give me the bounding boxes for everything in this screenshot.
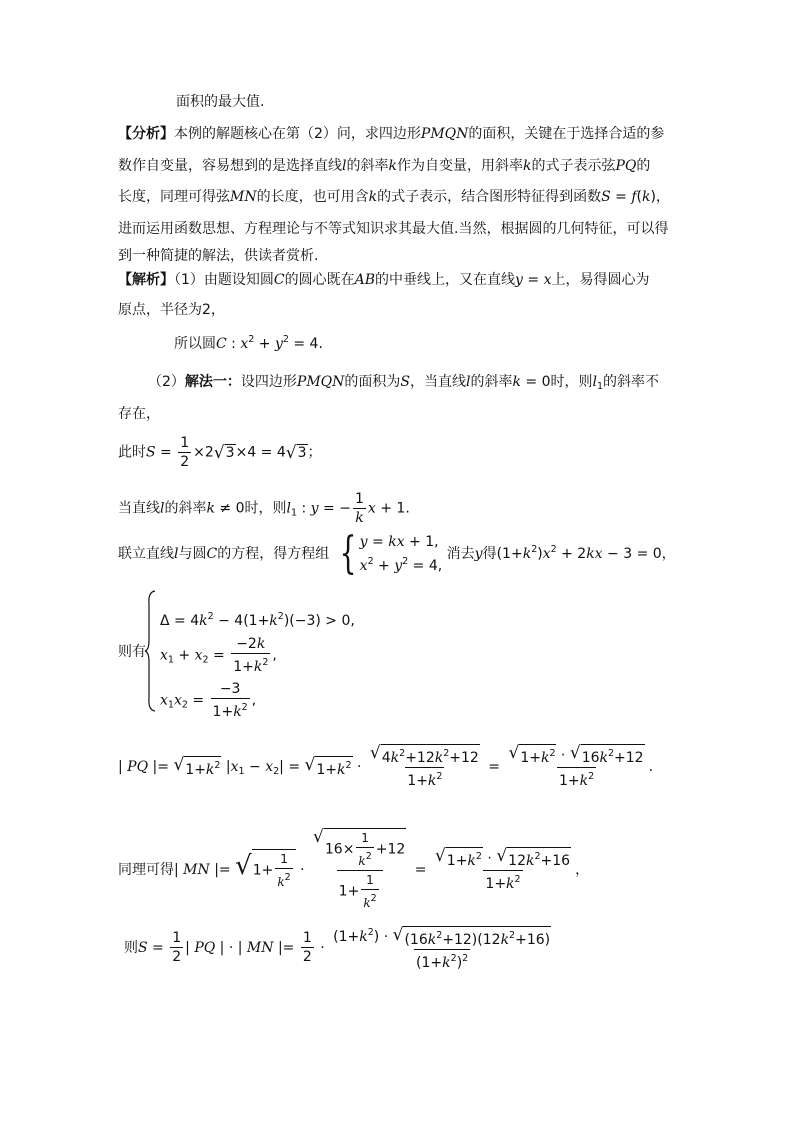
text: 此时 bbox=[118, 444, 146, 461]
text: 数作自变量，容易想到的是选择直线 bbox=[118, 158, 342, 174]
text: 时，则 bbox=[244, 500, 287, 517]
text: 则有 bbox=[118, 644, 146, 660]
system-row-2: $x_1 + x_2$ = $\frac{-2k}{1+k^2}$ , bbox=[160, 636, 277, 675]
text: 的式子表示，结合图形特征得到函数 bbox=[377, 189, 602, 205]
text: 消去 bbox=[446, 546, 475, 562]
solution-tag: 【解析】 bbox=[118, 272, 174, 288]
solution-line-1: 【解析】（1）由题设知圆C的圆心既在AB的中垂线上，又在直线y = x上，易得圆心为 bbox=[118, 272, 650, 288]
s-formula: 则S = $\frac{1}{2}$ | PQ | · | MN |= $\frac{1}{2}$ · $(1+k^2)$ · √ $(16k^2+12)(12k^2+16)$ $(1+k^2)^2$ bbox=[124, 924, 551, 971]
text: 则 bbox=[124, 939, 138, 956]
text: 的斜率不 bbox=[603, 374, 660, 390]
text: 面积的最大值. bbox=[176, 94, 265, 110]
text: （1）由题设知圆 bbox=[174, 272, 274, 288]
text: 的面积为 bbox=[344, 374, 401, 390]
text: 上，易得圆心为 bbox=[551, 272, 650, 288]
text: 当直线 bbox=[118, 500, 160, 517]
mn-formula: 同理可得| MN |= √ 1+ $\frac{1}{k^2}$ · √ 16× $\frac{1}{k^2}$ +12 1+ $\frac{1}{k^2}$ = √ $1+k^2$ · √ $12k^2+16$ $1+k^2$ ， bbox=[118, 827, 590, 910]
analysis-line-2: 数作自变量，容易想到的是选择直线l的斜率k作为自变量，用斜率k的式子表示弦PQ的 bbox=[118, 158, 651, 174]
text: 到一种简捷的解法，供读者赏析. bbox=[118, 248, 319, 264]
part2-line-4: 当直线l的斜率k ≠ 0时，则$l_1$ : y = − $\frac{1}{k}$ x + 1. bbox=[118, 491, 410, 526]
text: 同理可得 bbox=[118, 862, 174, 878]
analysis-line-1: 【分析】本例的解题核心在第（2）问，求四边形PMQN的面积，关键在于选择合适的参 bbox=[118, 126, 665, 142]
text: 进而运用函数思想、方程理论与不等式知识求其最大值.当然，根据圆的几何特征，可以得 bbox=[118, 221, 669, 237]
text: 本例的解题核心在第（2）问，求四边形 bbox=[174, 126, 421, 142]
text: 的 bbox=[636, 158, 651, 174]
part2-line-6 bbox=[118, 642, 146, 662]
text: 的斜率 bbox=[470, 374, 513, 390]
text: 的式子表示弦 bbox=[531, 158, 616, 174]
text: 设四边形 bbox=[240, 374, 297, 390]
text: 所以圆 bbox=[174, 336, 216, 352]
text: 作为自变量，用斜率 bbox=[396, 158, 523, 174]
text: 时，则 bbox=[550, 374, 593, 390]
text: （2） bbox=[148, 374, 185, 390]
method-label: 解法一： bbox=[184, 374, 241, 390]
text: 长度，同理可得弦 bbox=[118, 189, 230, 205]
solution-line-3: 所以圆C : $x^2 + y^2 = 4$. bbox=[174, 334, 323, 352]
part2-line-3: 此时S = $\frac{1}{2}$ ×2 √ 3 ×4 = 4 √ 3 ； bbox=[118, 435, 322, 470]
text: ，当直线 bbox=[410, 374, 466, 390]
part2-line-1: （2）解法一：设四边形PMQN的面积为S，当直线l的斜率k = 0时，则$l_1$的斜率不 bbox=[148, 374, 660, 392]
analysis-line-4 bbox=[118, 219, 668, 239]
part2-line-5: 联立直线l与圆C的方程，得方程组 { y = kx + 1, $x^2 + y^2 = 4$, 消去y得$(1+k^2)x^2 + 2kx - 3 = 0$， bbox=[118, 528, 676, 579]
analysis-line-3: 长度，同理可得弦MN的长度，也可用含k的式子表示，结合图形特征得到函数S = f(k)， bbox=[118, 189, 670, 205]
text: 联立直线 bbox=[118, 546, 174, 562]
text: 存在， bbox=[118, 406, 160, 422]
text: 的圆心既在 bbox=[284, 272, 355, 288]
analysis-line-5 bbox=[118, 246, 318, 266]
text: 与圆 bbox=[178, 546, 207, 562]
text: 的中垂线上，又在直线 bbox=[375, 272, 516, 288]
text: 的面积，关键在于选择合适的参 bbox=[468, 126, 665, 142]
text: 得 bbox=[482, 546, 497, 562]
text-line-1 bbox=[176, 92, 264, 112]
analysis-tag: 【分析】 bbox=[118, 126, 174, 142]
text: 的斜率 bbox=[164, 500, 207, 517]
system-row-1: $\Delta = 4k^2 - 4(1+k^2)(-3) > 0$, bbox=[160, 611, 355, 629]
text: 原点，半径为 bbox=[118, 302, 202, 318]
part2-line-2 bbox=[118, 404, 160, 424]
pq-formula: | PQ |= √ $1+k^2$ $|x_1 - x_2|$ = √ $1+k^2$ · √ $4k^2+12k^2+12$ $1+k^2$ = √ $1+k^2$ · √ $16k^2+12$ $1+k^2$ . bbox=[118, 743, 654, 789]
system-row-3: $x_1x_2$ = $\frac{-3}{1+k^2}$ , bbox=[160, 681, 257, 720]
text: 的斜率 bbox=[346, 158, 389, 174]
text: 的长度，也可用含 bbox=[256, 189, 369, 205]
solution-line-2: 原点，半径为2， bbox=[118, 302, 225, 318]
text: 的方程，得方程组 bbox=[217, 546, 330, 562]
